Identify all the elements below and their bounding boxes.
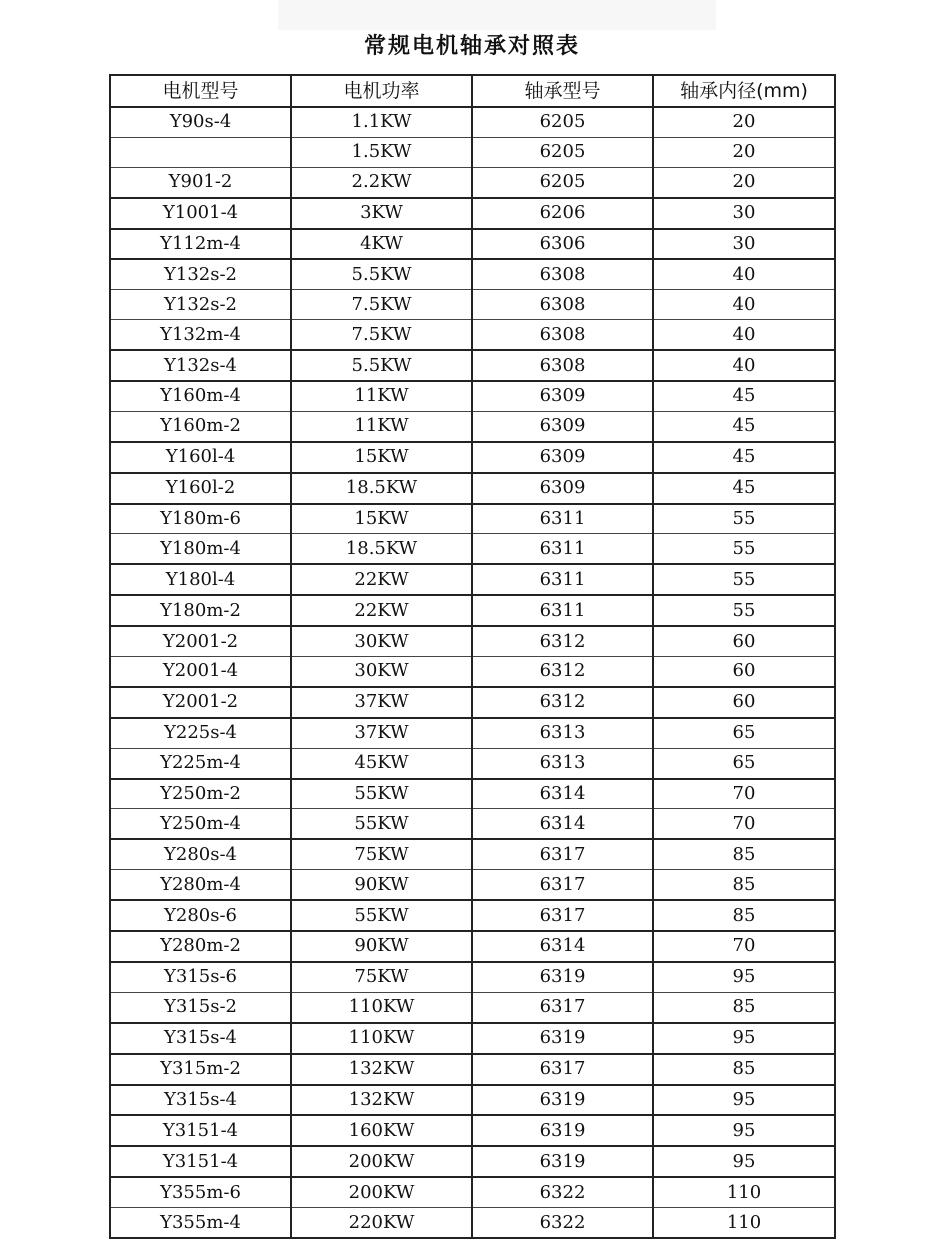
cell-bearing-bore: 45	[653, 381, 835, 411]
cell-motor-power: 75KW	[291, 839, 472, 869]
table-row	[110, 1023, 835, 1054]
cell-bearing-model: 6205	[472, 107, 653, 137]
cell-motor-model: Y160m-4	[110, 381, 291, 411]
table-row	[110, 473, 835, 504]
cell-motor-model: Y315s-6	[110, 962, 291, 992]
cell-motor-power: 55KW	[291, 900, 472, 931]
table-row	[110, 962, 835, 992]
cell-bearing-bore: 70	[653, 809, 835, 839]
cell-bearing-bore: 110	[653, 1208, 835, 1238]
cell-bearing-model: 6308	[472, 320, 653, 350]
cell-bearing-model: 6317	[472, 839, 653, 869]
table-row	[110, 1208, 835, 1238]
cell-bearing-model: 6314	[472, 931, 653, 962]
cell-motor-model: Y1001-4	[110, 198, 291, 229]
cell-motor-model: Y180m-2	[110, 595, 291, 626]
cell-motor-power: 90KW	[291, 931, 472, 962]
cell-motor-model: Y160l-4	[110, 442, 291, 473]
cell-bearing-bore: 85	[653, 870, 835, 900]
cell-motor-model: Y180m-6	[110, 504, 291, 534]
cell-bearing-bore: 85	[653, 839, 835, 869]
cell-motor-power: 30KW	[291, 657, 472, 687]
cell-motor-model: Y225m-4	[110, 748, 291, 778]
cell-bearing-model: 6205	[472, 167, 653, 197]
cell-bearing-bore: 55	[653, 564, 835, 595]
table-row	[110, 534, 835, 564]
page-title: 常规电机轴承对照表	[363, 33, 580, 59]
table-row	[110, 411, 835, 441]
table-row	[110, 839, 835, 869]
cell-motor-power: 37KW	[291, 718, 472, 748]
cell-motor-model: Y132s-2	[110, 290, 291, 320]
header-motor-power: 电机功率	[291, 75, 472, 107]
bearing-table	[109, 74, 836, 1239]
cell-bearing-model: 6311	[472, 564, 653, 595]
cell-motor-model: Y3151-4	[110, 1146, 291, 1177]
cell-motor-power: 132KW	[291, 1085, 472, 1116]
cell-bearing-model: 6309	[472, 411, 653, 441]
table-row	[110, 931, 835, 962]
table-row	[110, 900, 835, 931]
header-row	[110, 75, 835, 107]
cell-bearing-bore: 55	[653, 595, 835, 626]
cell-bearing-bore: 85	[653, 1054, 835, 1085]
cell-motor-model: Y315s-2	[110, 992, 291, 1022]
cell-motor-model: Y90s-4	[110, 107, 291, 137]
cell-motor-power: 75KW	[291, 962, 472, 992]
cell-motor-power: 110KW	[291, 1023, 472, 1054]
table-row	[110, 718, 835, 748]
table-row	[110, 992, 835, 1022]
cell-bearing-model: 6312	[472, 626, 653, 656]
cell-motor-model: Y280m-2	[110, 931, 291, 962]
table-row	[110, 504, 835, 534]
cell-bearing-bore: 95	[653, 1146, 835, 1177]
cell-motor-power: 37KW	[291, 687, 472, 718]
cell-bearing-model: 6319	[472, 962, 653, 992]
cell-bearing-model: 6319	[472, 1115, 653, 1146]
cell-bearing-model: 6314	[472, 779, 653, 809]
cell-motor-power: 4KW	[291, 229, 472, 260]
cell-bearing-model: 6309	[472, 473, 653, 504]
cell-bearing-bore: 45	[653, 442, 835, 473]
cell-motor-power: 7.5KW	[291, 290, 472, 320]
cell-motor-model: Y2001-2	[110, 687, 291, 718]
cell-bearing-bore: 30	[653, 198, 835, 229]
cell-bearing-model: 6319	[472, 1146, 653, 1177]
cell-bearing-bore: 60	[653, 657, 835, 687]
cell-bearing-bore: 70	[653, 931, 835, 962]
table-row	[110, 687, 835, 718]
cell-motor-power: 110KW	[291, 992, 472, 1022]
cell-motor-power: 22KW	[291, 564, 472, 595]
cell-motor-model: Y132s-2	[110, 259, 291, 289]
header-motor-model: 电机型号	[110, 75, 291, 107]
cell-motor-model: Y180m-4	[110, 534, 291, 564]
cell-motor-model: Y280s-6	[110, 900, 291, 931]
cell-motor-power: 5.5KW	[291, 350, 472, 381]
cell-motor-power: 18.5KW	[291, 534, 472, 564]
cell-bearing-bore: 65	[653, 748, 835, 778]
cell-bearing-bore: 55	[653, 504, 835, 534]
cell-bearing-model: 6312	[472, 657, 653, 687]
cell-motor-model: Y315s-4	[110, 1085, 291, 1116]
cell-bearing-bore: 95	[653, 962, 835, 992]
cell-bearing-bore: 40	[653, 290, 835, 320]
cell-motor-power: 1.5KW	[291, 137, 472, 167]
cell-bearing-bore: 45	[653, 473, 835, 504]
cell-motor-model: Y112m-4	[110, 229, 291, 260]
cell-motor-power: 30KW	[291, 626, 472, 656]
cell-bearing-bore: 40	[653, 259, 835, 289]
cell-motor-model: Y315s-4	[110, 1023, 291, 1054]
cell-bearing-bore: 65	[653, 718, 835, 748]
cell-motor-power: 220KW	[291, 1208, 472, 1238]
cell-bearing-model: 6322	[472, 1177, 653, 1207]
cell-bearing-model: 6309	[472, 442, 653, 473]
cell-motor-model: Y280m-4	[110, 870, 291, 900]
cell-bearing-bore: 60	[653, 687, 835, 718]
cell-motor-model: Y355m-6	[110, 1177, 291, 1207]
table-row	[110, 320, 835, 350]
cell-motor-power: 200KW	[291, 1146, 472, 1177]
cell-bearing-bore: 20	[653, 107, 835, 137]
cell-bearing-bore: 95	[653, 1085, 835, 1116]
cell-motor-model	[110, 137, 291, 167]
table-row	[110, 259, 835, 289]
cell-bearing-model: 6317	[472, 992, 653, 1022]
cell-motor-power: 55KW	[291, 779, 472, 809]
table-row	[110, 1115, 835, 1146]
cell-motor-power: 3KW	[291, 198, 472, 229]
cell-bearing-bore: 30	[653, 229, 835, 260]
cell-bearing-model: 6206	[472, 198, 653, 229]
cell-bearing-model: 6319	[472, 1085, 653, 1116]
table-row	[110, 1054, 835, 1085]
cell-motor-model: Y250m-2	[110, 779, 291, 809]
cell-bearing-model: 6306	[472, 229, 653, 260]
cell-motor-model: Y3151-4	[110, 1115, 291, 1146]
cell-motor-power: 15KW	[291, 504, 472, 534]
table-row	[110, 809, 835, 839]
cell-bearing-bore: 70	[653, 779, 835, 809]
cell-motor-model: Y132s-4	[110, 350, 291, 381]
header-bearing-model: 轴承型号	[472, 75, 653, 107]
header-bearing-bore: 轴承内径(mm)	[653, 75, 835, 107]
cell-bearing-model: 6308	[472, 350, 653, 381]
cell-bearing-bore: 110	[653, 1177, 835, 1207]
cell-bearing-bore: 95	[653, 1115, 835, 1146]
cell-bearing-model: 6309	[472, 381, 653, 411]
cell-motor-power: 15KW	[291, 442, 472, 473]
cell-bearing-bore: 85	[653, 992, 835, 1022]
cell-bearing-model: 6313	[472, 748, 653, 778]
cell-motor-power: 2.2KW	[291, 167, 472, 197]
cell-bearing-bore: 40	[653, 320, 835, 350]
cell-motor-power: 5.5KW	[291, 259, 472, 289]
table-row	[110, 748, 835, 778]
cell-bearing-model: 6308	[472, 290, 653, 320]
cell-motor-power: 11KW	[291, 411, 472, 441]
cell-bearing-bore: 45	[653, 411, 835, 441]
cell-bearing-bore: 20	[653, 137, 835, 167]
cell-bearing-model: 6308	[472, 259, 653, 289]
cell-motor-model: Y901-2	[110, 167, 291, 197]
cell-motor-model: Y132m-4	[110, 320, 291, 350]
table-row	[110, 381, 835, 411]
cell-motor-model: Y250m-4	[110, 809, 291, 839]
cell-bearing-bore: 85	[653, 900, 835, 931]
cell-bearing-model: 6311	[472, 534, 653, 564]
table-row	[110, 657, 835, 687]
cell-bearing-bore: 20	[653, 167, 835, 197]
table-body	[110, 107, 835, 1238]
cell-motor-model: Y225s-4	[110, 718, 291, 748]
table-row	[110, 626, 835, 656]
table-row	[110, 564, 835, 595]
cell-bearing-bore: 55	[653, 534, 835, 564]
table-row	[110, 137, 835, 167]
table-row	[110, 290, 835, 320]
cell-bearing-model: 6311	[472, 595, 653, 626]
cell-bearing-model: 6317	[472, 900, 653, 931]
cell-motor-power: 132KW	[291, 1054, 472, 1085]
cell-bearing-model: 6205	[472, 137, 653, 167]
cell-motor-power: 22KW	[291, 595, 472, 626]
cell-motor-model: Y180l-4	[110, 564, 291, 595]
cell-motor-power: 200KW	[291, 1177, 472, 1207]
cell-motor-model: Y355m-4	[110, 1208, 291, 1238]
table-row	[110, 595, 835, 626]
top-band	[278, 0, 716, 30]
cell-bearing-bore: 95	[653, 1023, 835, 1054]
cell-motor-model: Y280s-4	[110, 839, 291, 869]
cell-motor-model: Y160l-2	[110, 473, 291, 504]
cell-bearing-model: 6312	[472, 687, 653, 718]
table-row	[110, 442, 835, 473]
cell-motor-power: 160KW	[291, 1115, 472, 1146]
table-row	[110, 1085, 835, 1116]
cell-motor-power: 55KW	[291, 809, 472, 839]
table-row	[110, 198, 835, 229]
cell-bearing-model: 6311	[472, 504, 653, 534]
cell-motor-power: 45KW	[291, 748, 472, 778]
cell-motor-model: Y2001-2	[110, 626, 291, 656]
cell-bearing-bore: 60	[653, 626, 835, 656]
cell-bearing-bore: 40	[653, 350, 835, 381]
table-row	[110, 1177, 835, 1207]
cell-motor-power: 90KW	[291, 870, 472, 900]
table-row	[110, 107, 835, 137]
cell-bearing-model: 6322	[472, 1208, 653, 1238]
table-row	[110, 167, 835, 197]
table-row	[110, 229, 835, 260]
cell-bearing-model: 6313	[472, 718, 653, 748]
cell-motor-power: 7.5KW	[291, 320, 472, 350]
cell-motor-power: 18.5KW	[291, 473, 472, 504]
cell-motor-model: Y160m-2	[110, 411, 291, 441]
table-row	[110, 1146, 835, 1177]
cell-bearing-model: 6314	[472, 809, 653, 839]
cell-motor-model: Y2001-4	[110, 657, 291, 687]
table-row	[110, 779, 835, 809]
cell-bearing-model: 6319	[472, 1023, 653, 1054]
cell-motor-power: 1.1KW	[291, 107, 472, 137]
cell-motor-model: Y315m-2	[110, 1054, 291, 1085]
cell-motor-power: 11KW	[291, 381, 472, 411]
cell-bearing-model: 6317	[472, 1054, 653, 1085]
cell-bearing-model: 6317	[472, 870, 653, 900]
table-row	[110, 350, 835, 381]
table-row	[110, 870, 835, 900]
